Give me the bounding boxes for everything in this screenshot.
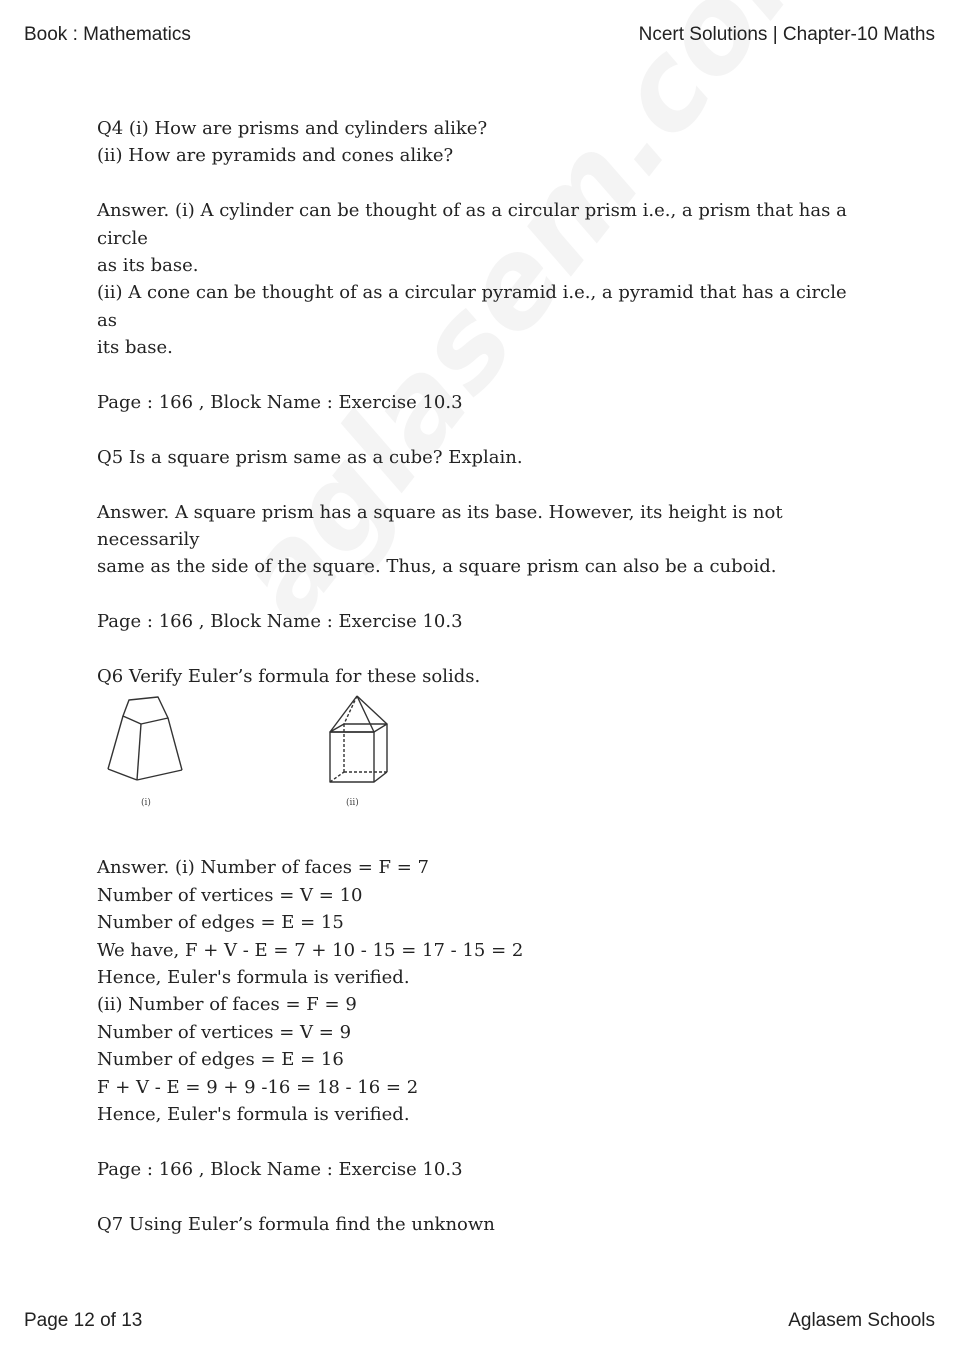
page-footer xyxy=(24,1310,935,1332)
figure-i-caption: (i) xyxy=(141,798,151,809)
q6-answer-line: Hence, Euler's formula is verified. xyxy=(97,1104,410,1126)
q6-answer-line: Number of vertices = V = 10 xyxy=(97,884,363,906)
q6-answer-line: Number of vertices = V = 9 xyxy=(97,1021,352,1043)
q6-answer-line: Number of edges = E = 15 xyxy=(97,912,344,934)
q6-question: Q6 Verify Euler’s formula for these solids. xyxy=(97,666,481,688)
q6-answer-line: F + V - E = 9 + 9 -16 = 18 - 16 = 2 xyxy=(97,1076,419,1098)
q5-answer-b: same as the side of the square. Thus, a square prism can also be a cuboid. xyxy=(97,556,777,578)
q5-question: Q5 Is a square prism same as a cube? Explain. xyxy=(97,446,523,468)
q5-answer-a: Answer. A square prism has a square as its base. However, its height is not necessarily xyxy=(97,501,783,551)
q6-answer-line: Hence, Euler's formula is verified. xyxy=(97,967,410,989)
chapter-title: Ncert Solutions | Chapter-10 Maths xyxy=(638,24,935,45)
figure-ii-caption: (ii) xyxy=(346,798,359,809)
q4-answer-2b: its base. xyxy=(97,337,173,359)
q4-page-ref: Page : 166 , Block Name : Exercise 10.3 xyxy=(97,392,463,414)
q6-page-ref: Page : 166 , Block Name : Exercise 10.3 xyxy=(97,1158,463,1180)
q6-answer-line: We have, F + V - E = 7 + 10 - 15 = 17 - 15 = 2 xyxy=(97,939,524,961)
figure-ii-prism-pyramid-solid xyxy=(327,694,397,789)
figure-i-frustum-solid xyxy=(105,694,195,784)
publisher-name: Aglasem Schools xyxy=(788,1310,935,1331)
q4-answer-2a: (ii) A cone can be thought of as a circular pyramid i.e., a pyramid that has a circle as xyxy=(97,282,847,331)
q6-answer-line: Number of edges = E = 16 xyxy=(97,1049,344,1071)
q6-figures xyxy=(97,694,867,854)
q7-question: Q7 Using Euler’s formula find the unknown xyxy=(97,1213,495,1235)
q4-answer-1a: Answer. (i) A cylinder can be thought of as a circular prism i.e., a prism that has a circle xyxy=(97,200,847,249)
q5-page-ref: Page : 166 , Block Name : Exercise 10.3 xyxy=(97,611,463,633)
q6-answer-line: Answer. (i) Number of faces = F = 7 xyxy=(97,857,429,879)
q4-answer-1b: as its base. xyxy=(97,255,199,277)
book-title: Book : Mathematics xyxy=(24,24,191,45)
document-body xyxy=(97,115,867,1238)
q6-answer-line: (ii) Number of faces = F = 9 xyxy=(97,994,357,1016)
page-number: Page 12 of 13 xyxy=(24,1310,143,1331)
page-header xyxy=(24,24,935,46)
q4-question-2: (ii) How are pyramids and cones alike? xyxy=(97,145,454,167)
q4-question-1: Q4 (i) How are prisms and cylinders alike? xyxy=(97,118,488,139)
